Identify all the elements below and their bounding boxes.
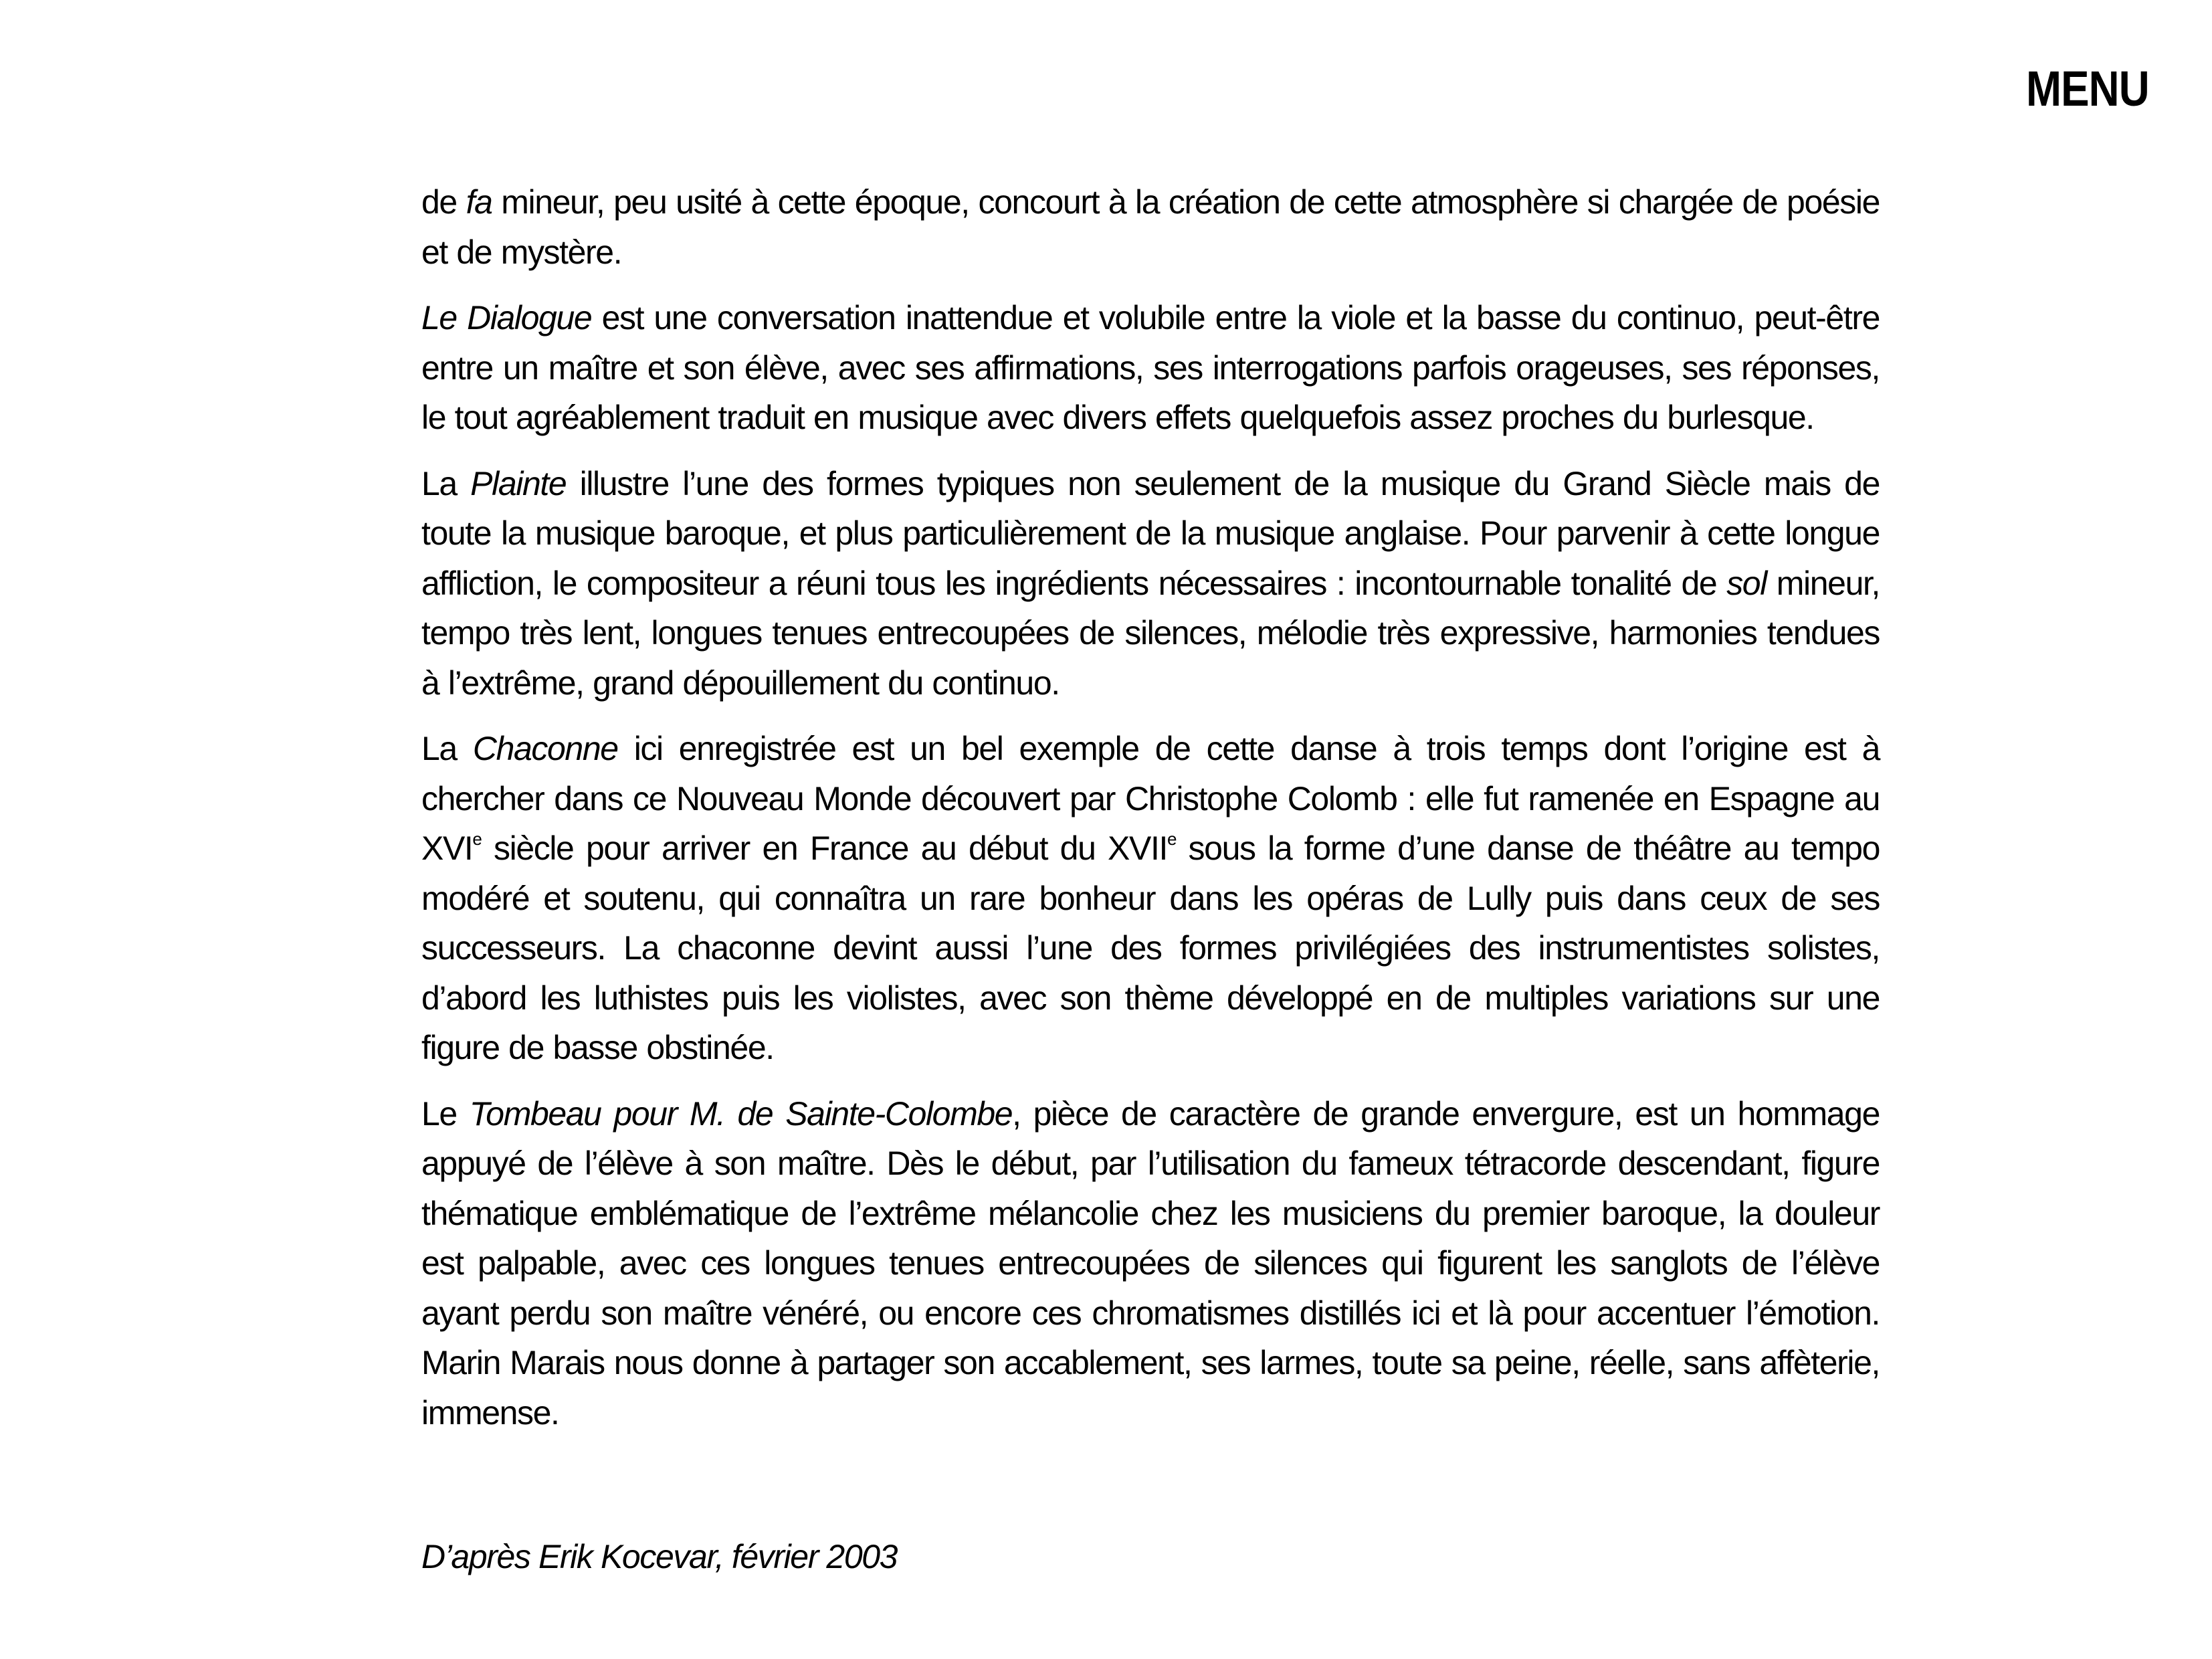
paragraph-text: La <box>421 730 473 767</box>
paragraph-text: mineur, peu usité à cette époque, concourt à la création de cette atmosphère si chargée de poésie et de mystère. <box>421 183 1880 271</box>
paragraph-text: illustre l’une des formes typiques non seulement de la musique du Grand Siècle mais de toute la musique baroque, et plus particulièrement de la musique anglaise. Pour parvenir à cette longue affliction, le compositeur a réuni tous les ingrédients nécessaires : incontournable tonalité de <box>421 464 1880 602</box>
superscript: e <box>1167 829 1176 849</box>
paragraph-text: , pièce de caractère de grande envergure, est un hommage appuyé de l’élève à son maître. Dès le début, par l’utilisation du fameux tétracorde descendant, figure thématique emblématique de l’extrême mélancolie chez les musiciens du premier baroque, la douleur est palpable, avec ces longues tenues entrecoupées de silences qui figurent les sanglots de l’élève ayant perdu son maître vénéré, ou encore ces chromatismes distillés ici et là pour accentuer l’émotion. Marin Marais nous donne à partager son accablement, ses larmes, toute sa peine, réelle, sans affèterie, immense. <box>421 1094 1880 1432</box>
italic-term: Le Dialogue <box>421 299 592 336</box>
article-body <box>421 177 1880 1454</box>
paragraph-text: mineur, tempo très lent, longues tenues entrecoupées de silences, mélodie très expressive, harmonies tendues à l’extrême, grand dépouillement du continuo. <box>421 564 1880 702</box>
paragraph-tombeau <box>421 1089 1880 1438</box>
author-credit: D’après Erik Kocevar, février 2003 <box>421 1538 898 1575</box>
paragraph-chaconne <box>421 724 1880 1073</box>
paragraph-fa-mineur <box>421 177 1880 277</box>
paragraph-text: siècle pour arriver en France au début du XVII <box>481 830 1167 867</box>
italic-term: sol <box>1726 564 1767 602</box>
italic-term: fa <box>466 183 492 221</box>
paragraph-dialogue <box>421 293 1880 443</box>
paragraph-text: est une conversation inattendue et volubile entre la viole et la basse du continuo, peut-être entre un maître et son élève, avec ses affirmations, ses interrogations parfois orageuses, ses réponses, le tout agréablement traduit en musique avec divers effets quelquefois assez proches du burlesque. <box>421 299 1880 436</box>
paragraph-text: ici enregistrée est un bel exemple de cette danse à trois temps dont l’origine est à chercher dans ce Nouveau Monde découvert par Christophe Colomb : elle fut ramenée en Espagne au XVI <box>421 730 1880 867</box>
paragraph-text: La <box>421 464 471 502</box>
paragraph-text: de <box>421 183 466 221</box>
superscript: e <box>472 829 482 849</box>
paragraph-text: Le <box>421 1094 470 1133</box>
menu-button[interactable]: MENU <box>2026 61 2149 116</box>
paragraph-text: sous la forme d’une danse de théâtre au tempo modéré et soutenu, qui connaîtra un rare bonheur dans les opéras de Lully puis dans ceux de ses successeurs. La chaconne devint aussi l’une des formes privilégiées des instrumentistes solistes, d’abord les luthistes puis les violistes, avec son thème développé en de multiples variations sur une figure de basse obstinée. <box>421 830 1880 1066</box>
italic-term: Tombeau pour M. de Sainte-Colombe <box>469 1094 1013 1133</box>
paragraph-plainte <box>421 459 1880 708</box>
italic-term: Chaconne <box>472 730 618 767</box>
italic-term: Plainte <box>470 464 567 502</box>
